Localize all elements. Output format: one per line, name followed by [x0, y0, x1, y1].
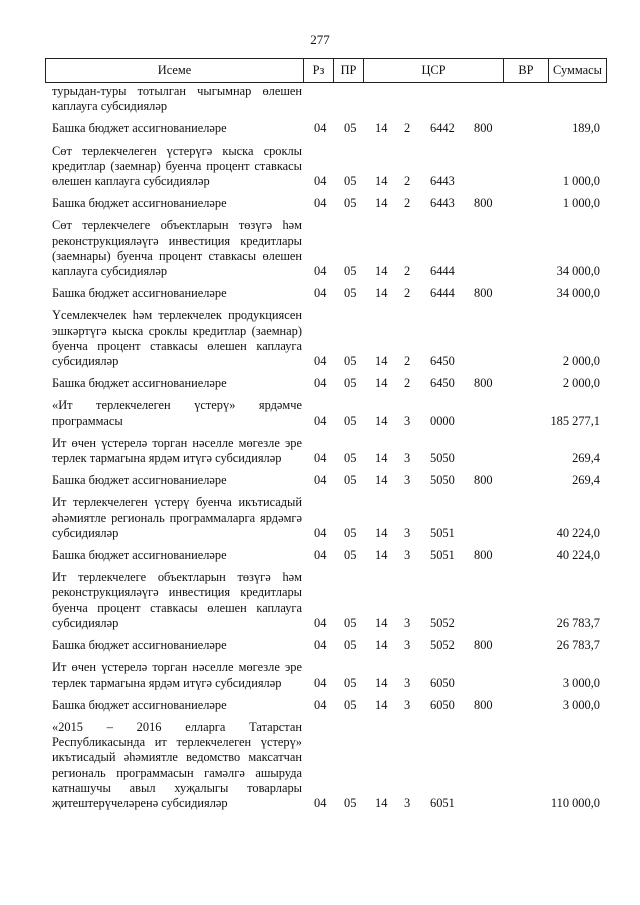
table-row — [52, 144, 600, 190]
cell-pr: 05 — [344, 615, 357, 630]
table-row — [52, 196, 600, 211]
cell-sum: 3 000,0 — [562, 675, 600, 690]
row-name: Ит өчен үстерелә торган нәселле мөгезле эре терлек тармагына ярдәм итүгә субсидияләр — [52, 435, 302, 466]
cell-csr3: 5050 — [430, 451, 455, 466]
table-row — [52, 86, 600, 114]
cell-csr3: 5050 — [430, 473, 455, 488]
cell-csr1: 14 — [375, 697, 388, 712]
row-name: «Ит терлекчелеген үстерү» ярдәмче программасы — [52, 398, 302, 428]
cell-csr2: 2 — [404, 376, 411, 391]
cell-csr3: 6050 — [430, 675, 455, 690]
cell-vr: 800 — [474, 121, 493, 136]
row-name: Сөт терлекчелеге объектларын төзүгә һәм реконструкцияләүгә инвестиция кредитлары (заемнары) буенча процент ставкасы өлешен каплауга субсидияләр — [52, 218, 302, 279]
cell-sum: 40 224,0 — [556, 525, 600, 540]
cell-csr2: 3 — [404, 795, 411, 810]
cell-rz: 04 — [314, 638, 327, 653]
cell-vr: 800 — [474, 548, 493, 563]
cell-csr1: 14 — [375, 451, 388, 466]
cell-rz: 04 — [314, 376, 327, 391]
cell-pr: 05 — [344, 638, 357, 653]
cell-csr2: 2 — [404, 286, 411, 301]
cell-csr1: 14 — [375, 196, 388, 211]
row-name: Ит терлекчелеген үстерү буенча икътисадый әһәмиятле региональ программаларга ярдәмгә субсидияләр — [52, 495, 302, 540]
row-name: Башка бюджет ассигнованиеләре — [52, 638, 227, 653]
cell-csr1: 14 — [375, 548, 388, 563]
table-body — [52, 86, 600, 818]
cell-csr3: 6050 — [430, 697, 455, 712]
row-name: Ит өчен үстерелә торган нәселле мөгезле эре терлек тармагына ярдәм итүгә субсидияләр — [52, 660, 302, 690]
cell-rz: 04 — [314, 473, 327, 488]
cell-pr: 05 — [344, 675, 357, 690]
cell-rz: 04 — [314, 121, 327, 136]
cell-rz: 04 — [314, 548, 327, 563]
cell-sum: 269,4 — [572, 473, 600, 488]
table-row — [52, 638, 600, 653]
cell-vr: 800 — [474, 196, 493, 211]
table-row — [52, 308, 600, 369]
cell-rz: 04 — [314, 795, 327, 810]
table-row — [52, 698, 600, 713]
cell-csr1: 14 — [375, 376, 388, 391]
cell-pr: 05 — [344, 376, 357, 391]
cell-sum: 110 000,0 — [550, 795, 600, 810]
cell-csr3: 6444 — [430, 264, 455, 279]
cell-sum: 26 783,7 — [556, 638, 600, 653]
cell-csr1: 14 — [375, 413, 388, 428]
table-row — [52, 286, 600, 301]
cell-rz: 04 — [314, 413, 327, 428]
cell-rz: 04 — [314, 451, 327, 466]
cell-pr: 05 — [344, 697, 357, 712]
cell-csr2: 3 — [404, 638, 411, 653]
cell-sum: 2 000,0 — [562, 354, 600, 369]
cell-csr3: 5052 — [430, 638, 455, 653]
cell-pr: 05 — [344, 548, 357, 563]
row-name: Башка бюджет ассигнованиеләре — [52, 376, 227, 391]
header-csr: ЦСР — [364, 59, 504, 82]
row-name: Башка бюджет ассигнованиеләре — [52, 196, 227, 211]
cell-sum: 3 000,0 — [562, 697, 600, 712]
cell-vr: 800 — [474, 376, 493, 391]
cell-csr2: 3 — [404, 413, 411, 428]
cell-csr3: 6443 — [430, 196, 455, 211]
row-name: Башка бюджет ассигнованиеләре — [52, 697, 227, 712]
row-name: Башка бюджет ассигнованиеләре — [52, 121, 227, 136]
cell-sum: 34 000,0 — [556, 264, 600, 279]
cell-csr2: 2 — [404, 174, 411, 189]
table-row — [52, 218, 600, 279]
cell-vr: 800 — [474, 697, 493, 712]
cell-csr3: 6450 — [430, 354, 455, 369]
header-rz: Рз — [304, 59, 334, 82]
cell-rz: 04 — [314, 286, 327, 301]
cell-csr3: 0000 — [430, 413, 455, 428]
row-name: Башка бюджет ассигнованиеләре — [52, 286, 227, 301]
cell-csr2: 3 — [404, 548, 411, 563]
page-number: 277 — [310, 32, 330, 47]
cell-rz: 04 — [314, 196, 327, 211]
cell-sum: 26 783,7 — [556, 615, 600, 630]
row-name: Сөт терлекчелеген үстерүгә кыска сроклы кредитлар (заемнар) буенча процент ставкасы өлешен каплауга субсидияләр — [52, 143, 302, 189]
cell-pr: 05 — [344, 286, 357, 301]
cell-csr2: 3 — [404, 525, 411, 540]
cell-csr2: 3 — [404, 697, 411, 712]
table-row — [52, 660, 600, 690]
cell-csr1: 14 — [375, 675, 388, 690]
row-name: Үсемлекчелек һәм терлекчелек продукциясен эшкәртүгә кыска сроклы кредитлар (заемнар) буенча процент ставкасы өлешен каплауга субсидияләр — [52, 308, 302, 369]
cell-csr1: 14 — [375, 354, 388, 369]
table-row — [52, 121, 600, 136]
cell-csr1: 14 — [375, 473, 388, 488]
cell-rz: 04 — [314, 675, 327, 690]
table-row — [52, 473, 600, 488]
header-pr: ПР — [334, 59, 364, 82]
cell-sum: 185 277,1 — [550, 413, 600, 428]
cell-csr3: 6442 — [430, 121, 455, 136]
cell-csr2: 2 — [404, 196, 411, 211]
cell-pr: 05 — [344, 795, 357, 810]
cell-vr: 800 — [474, 638, 493, 653]
cell-csr3: 5051 — [430, 548, 455, 563]
table-row — [52, 495, 600, 541]
header-vr: ВР — [504, 59, 549, 82]
cell-csr1: 14 — [375, 795, 388, 810]
cell-rz: 04 — [314, 264, 327, 279]
cell-csr3: 6443 — [430, 174, 455, 189]
table-row — [52, 376, 600, 391]
cell-csr1: 14 — [375, 615, 388, 630]
cell-csr3: 6450 — [430, 376, 455, 391]
cell-sum: 2 000,0 — [562, 376, 600, 391]
cell-csr1: 14 — [375, 286, 388, 301]
cell-sum: 189,0 — [572, 121, 600, 136]
cell-csr2: 2 — [404, 264, 411, 279]
cell-sum: 34 000,0 — [556, 286, 600, 301]
cell-sum: 1 000,0 — [562, 196, 600, 211]
cell-pr: 05 — [344, 473, 357, 488]
cell-csr2: 3 — [404, 451, 411, 466]
cell-pr: 05 — [344, 525, 357, 540]
cell-csr2: 3 — [404, 473, 411, 488]
cell-rz: 04 — [314, 697, 327, 712]
cell-rz: 04 — [314, 174, 327, 189]
cell-csr2: 2 — [404, 121, 411, 136]
row-name: «2015 – 2016 елларга Татарстан Республикасында ит терлекчелеген үстерү» икътисадый әһәмиятле ведомство максатчан региональ программасын гамәлгә ашыруда катнашучы авыл хуҗалыгы товарлары җитештерүчеләренә субсидияләр — [52, 719, 302, 810]
cell-csr2: 3 — [404, 615, 411, 630]
row-name: турыдан-туры тотылган чыгымнар өлешен каплауга субсидияләр — [52, 84, 302, 114]
header-name: Исеме — [46, 59, 304, 82]
cell-vr: 800 — [474, 286, 493, 301]
table-row — [52, 570, 600, 631]
cell-sum: 40 224,0 — [556, 548, 600, 563]
cell-rz: 04 — [314, 615, 327, 630]
cell-csr2: 3 — [404, 675, 411, 690]
cell-pr: 05 — [344, 354, 357, 369]
cell-csr1: 14 — [375, 638, 388, 653]
cell-rz: 04 — [314, 525, 327, 540]
table-header — [45, 58, 607, 83]
cell-csr1: 14 — [375, 121, 388, 136]
row-name: Ит терлекчелеге объектларын төзүгә һәм реконструкцияләүгә инвестиция кредитлары буенча процент ставкасы өлешен каплауга субсидияләр — [52, 570, 302, 630]
cell-csr1: 14 — [375, 264, 388, 279]
table-row — [52, 548, 600, 563]
table-row — [52, 398, 600, 428]
cell-pr: 05 — [344, 196, 357, 211]
cell-pr: 05 — [344, 413, 357, 428]
table-row — [52, 436, 600, 466]
cell-csr3: 6444 — [430, 286, 455, 301]
table-row — [52, 720, 600, 811]
cell-pr: 05 — [344, 451, 357, 466]
header-sum: Суммасы — [553, 63, 602, 77]
cell-csr3: 5051 — [430, 525, 455, 540]
cell-csr1: 14 — [375, 174, 388, 189]
cell-csr2: 2 — [404, 354, 411, 369]
cell-csr3: 6051 — [430, 795, 455, 810]
cell-csr3: 5052 — [430, 615, 455, 630]
cell-pr: 05 — [344, 174, 357, 189]
cell-vr: 800 — [474, 473, 493, 488]
cell-csr1: 14 — [375, 525, 388, 540]
row-name: Башка бюджет ассигнованиеләре — [52, 473, 227, 488]
row-name: Башка бюджет ассигнованиеләре — [52, 548, 227, 563]
cell-rz: 04 — [314, 354, 327, 369]
cell-pr: 05 — [344, 121, 357, 136]
cell-pr: 05 — [344, 264, 357, 279]
cell-sum: 1 000,0 — [562, 174, 600, 189]
cell-sum: 269,4 — [572, 451, 600, 466]
